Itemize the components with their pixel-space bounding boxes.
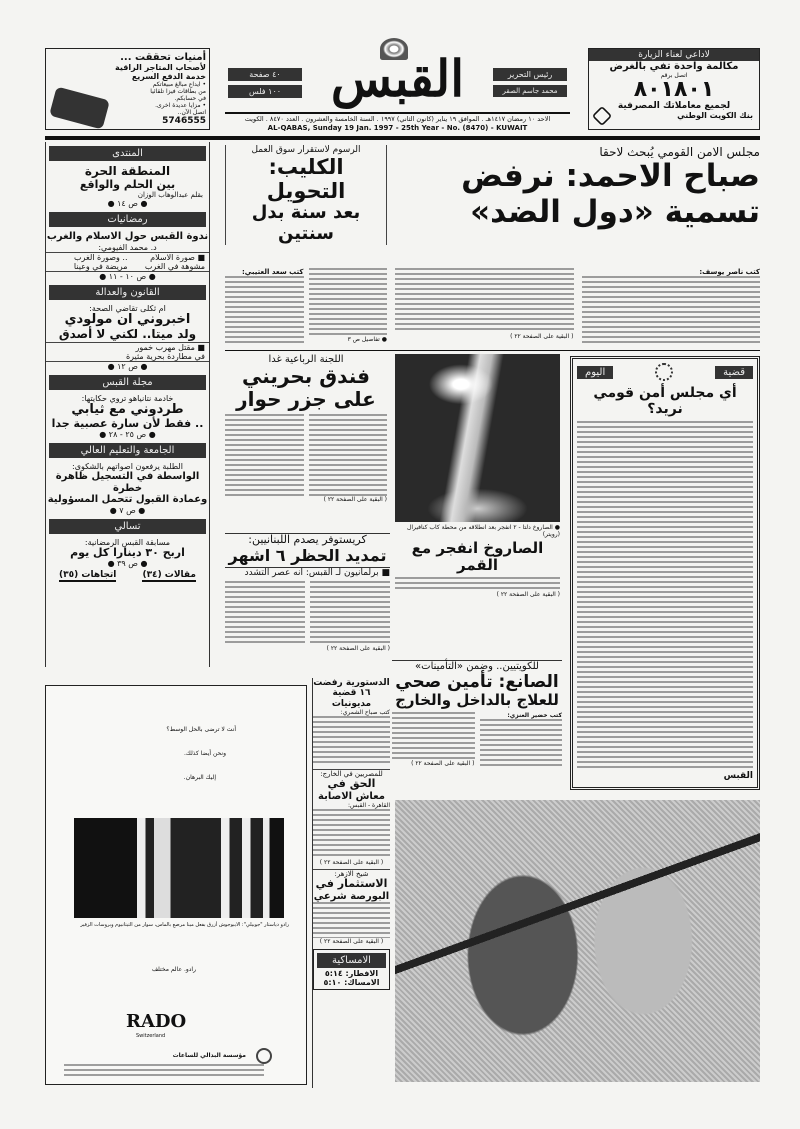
byline: كتب خضير العنزي: (507, 712, 562, 720)
rado-country: Switzerland (136, 1033, 166, 1039)
ad-right (588, 48, 760, 130)
price: ١٠٠ فلس (228, 85, 302, 98)
sidebar-headline: اخبروني ان مولودي (64, 311, 191, 327)
rocket-photo (395, 354, 560, 522)
rado-ad (45, 685, 307, 1085)
headline: الصانع: تأمين صحي (395, 671, 559, 692)
emblem-icon (655, 363, 673, 381)
ad-title: أمنيات تحققت ... (120, 52, 206, 63)
page-ref: ● ص ١٠ - ١١ ● (99, 271, 156, 281)
section-bar: الجامعة والتعليم العالي (49, 443, 206, 458)
ad-line: لجميع معاملاتك المصرفية (617, 101, 731, 111)
headline: معاش الاصابة (318, 790, 385, 802)
headline: تمديد الحظر ٦ اشهر (228, 545, 387, 565)
ad-left (45, 48, 210, 130)
continued-note: ( البقية على الصفحة ٢٢ ) (411, 760, 475, 768)
sidebar-headline: وعمادة القبول تتحمل المسؤولية (47, 494, 208, 506)
headline: الكليب: التحويل (266, 155, 346, 204)
ad-number: ٨٠١٨٠١ (633, 77, 715, 102)
kicker: الرسوم لاستقرار سوق العمل (251, 145, 361, 155)
page-ref: ● ص ١٤ ● (107, 199, 148, 209)
headline: تسمية «دول الضد» (470, 193, 760, 230)
newspaper-title: القبس (330, 49, 465, 108)
headline: الصاروخ انفجر مع القمر (411, 539, 544, 575)
headline: بعد سنة بدل سنتين (251, 202, 361, 244)
sidebar-headline: طردوني مع ثيابي (71, 401, 184, 417)
headline: للعلاج بالداخل والخارج (395, 691, 559, 710)
headline: الدستورية رفضت (313, 678, 390, 688)
date-english: AL-QABAS, Sunday 19 Jan. 1997 - 25th Year - No. (8470) - KUWAIT (267, 124, 528, 132)
rado-logo: RADO (126, 1011, 187, 1032)
editorial-tag: اليوم (577, 366, 613, 379)
ad-service: خدمة الدفع السريع (131, 72, 206, 81)
headline: فندق بحريني (242, 364, 370, 388)
sidebar-headline: الواسطة في التسجيل ظاهرة خطرة (55, 471, 200, 494)
headline: صباح الاحمد: نرفض (461, 158, 760, 194)
headline: ١٦ قضية مديونيات (331, 688, 372, 709)
editor-name: محمد جاسم الصقر (493, 85, 567, 97)
kicker: الطلبة يرفعون اصواتهم بالشكوى: (72, 462, 183, 472)
continued-note: ( البقية على الصفحة ٢٢ ) (319, 938, 384, 946)
byline: د. محمد الفيومي: (98, 242, 157, 252)
byline: كتب صباح الشمري: (340, 709, 390, 717)
sidebar-line: .. وصورة الغرب (74, 252, 128, 262)
kicker: شيخ الازهر: (313, 869, 390, 878)
ad-bullet: • ايداع مبالغ مبيعاتكم من بطاقات فيزا تلقائيا في حسابكم. (150, 81, 206, 102)
kicker: للمصريين في الخارج: (313, 769, 390, 778)
headline: البورصة شرعي (313, 890, 390, 902)
kicker: للكويتيين.. وضمن «التأمينات» (415, 661, 539, 672)
ad-bullet: • مزايا عديدة اخرى. (155, 102, 206, 109)
signature: القبس (723, 771, 753, 782)
details-link[interactable]: ● تفاصيل ص ٣ (347, 336, 387, 343)
kicker: مجلس الامن القومي يُبحث لاحقا (599, 145, 760, 159)
section-bar: رمضانيات (49, 212, 206, 227)
editorial-box (570, 356, 760, 790)
sports-story (225, 354, 387, 503)
second-story (225, 145, 387, 245)
dealer-name: مؤسسة البدالي للساعات (172, 1052, 246, 1059)
kicker: ام ثكلى تقاضي الصحة: (89, 303, 166, 313)
index-link[interactable]: مقالات (٣٤) (142, 570, 196, 581)
headline: الاستثمار في (315, 877, 388, 891)
sidebar-headline: .. فقط لأن سارة عصبية جدا (51, 416, 204, 430)
continued-note: ( البقية على الصفحة ٢٢ ) (319, 859, 384, 867)
continued-note: ( البقية على الصفحة ٢٢ ) (496, 590, 560, 598)
sidebar-line: في مطاردة بحرية مثيرة (46, 352, 209, 362)
section-bar: مجلة القبس (49, 375, 206, 390)
sidebar-headline: ولد ميتا.. لكني لا أصدق (58, 326, 197, 341)
ad-call: اتصل الآن.. (177, 109, 206, 116)
continued-note: ( البقية على الصفحة ٢٢ ) (510, 333, 574, 340)
section-bar: تسالي (49, 519, 206, 534)
lebanon-story (225, 533, 390, 652)
ad-tagline: رادو. عالم مختلف (151, 966, 196, 973)
sidebar (45, 142, 210, 667)
kicker: خادمة نتانياهو تروي حكايتها: (81, 393, 174, 403)
page-ref: ● ص ٢٥ - ٢٨ ● (99, 430, 156, 440)
headline: على جزر حوار (236, 387, 376, 411)
photo-caption: رادو دياستار "جوبيلي": الايبوجوش أزرق بفعل مينا مرصع بالماس، سوار من التيتانيوم وبروسات الزفير (80, 922, 289, 928)
ad-copy: ونحن أيضا كذلك. (184, 750, 226, 757)
ad-sub: لأصحاب المتاجر الراقية (114, 63, 206, 72)
kicker: اللجنة الرباعية غدا (268, 354, 344, 365)
ad-call: اتصل برقم (660, 72, 688, 79)
ad-phone: 5746555 (162, 116, 206, 126)
sidebar-headline: ندوة القبس حول الاسلام والغرب (46, 231, 209, 243)
date-arabic: الاحد ١٠ رمضان ١٤١٧هـ . الموافق ١٩ يناير (كانون الثاني) ١٩٩٧ . السنة الخامسة والعشرون . العدد ٨٤٧٠ . الكويت (244, 115, 551, 123)
page-ref: ● ص ١٢ ● (107, 361, 148, 371)
section-bar: المنتدى (49, 146, 206, 161)
dealer-logo-icon (256, 1048, 272, 1064)
narrow-column (312, 678, 390, 1088)
section-bar: الامساكية (317, 953, 386, 968)
ad-line: مكالمة واحدة تفي بالغرض (609, 61, 739, 72)
ad-copy: إليك البرهان. (183, 774, 216, 781)
masthead (225, 38, 570, 134)
photo-caption: ● الصاروخ دلتا - ٢ انفجر بعد انطلاقه من محطة كاب كنافيرال (رويتر) (406, 524, 560, 538)
editorial-tag: قضية (715, 366, 753, 379)
ad-copy: أنت لا ترضى بالحل الوسط؟ (166, 726, 236, 733)
byline: كتب ناصر يوسف: (699, 268, 760, 276)
headline: الحق في (327, 777, 376, 791)
abstract-art-image (395, 800, 760, 1082)
watch-photo (74, 818, 284, 918)
sidebar-headline: المنطقة الحرة (84, 164, 171, 178)
byline: بقلم عبدالوهاب الوزان (137, 191, 203, 200)
byline: كتب سعد العتيبي: (241, 268, 304, 276)
continued-note: ( البقية على الصفحة ٢٢ ) (326, 645, 390, 653)
kicker: مسابقة القبس الرمضانية: (84, 537, 171, 547)
sidebar-line: مريضة في وعينا (73, 261, 128, 271)
kicker: كريستوفر يصدم اللبنانيين: (248, 533, 367, 546)
insurance-story (392, 660, 562, 767)
page-ref: ● ص ٧ ● (109, 505, 146, 515)
index-link[interactable]: اتجاهات (٣٥) (59, 570, 117, 581)
bank-name: بنك الكويت الوطني (677, 111, 753, 120)
continued-note: ( البقية على الصفحة ٢٢ ) (323, 496, 387, 503)
subheadline: ■ برلمانيون لـ القبس: انه عصر التشدد (225, 567, 390, 578)
sidebar-line: ■ مقتل مهرب خمور (46, 342, 209, 352)
page-ref: ● ص ٣٩ ● (107, 559, 148, 569)
ad-banner: لاداعي لعناء الزيارة (589, 49, 759, 61)
headline: أي مجلس أمن قومي نريد؟ (593, 385, 737, 418)
sidebar-line: ■ صورة الاسلام (150, 252, 205, 262)
byline: القاهرة - القبس: (348, 802, 390, 810)
prayer-times-box (313, 949, 390, 990)
section-bar: القانون والعدالة (49, 285, 206, 300)
sidebar-line: مشوهة في الغرب (144, 261, 205, 271)
page-count: ٤٠ صفحة (228, 68, 302, 81)
sidebar-headline: بين الحلم والواقع (79, 177, 176, 191)
iftar-time: الافطار: ٥:١٤ (324, 969, 379, 979)
lead-story (395, 145, 760, 267)
editor-label: رئيس التحرير (493, 68, 567, 81)
sidebar-headline: اربح ٣٠ دينارا كل يوم (70, 545, 185, 559)
imsak-time: الامساك: ٥:١٠ (323, 978, 380, 988)
